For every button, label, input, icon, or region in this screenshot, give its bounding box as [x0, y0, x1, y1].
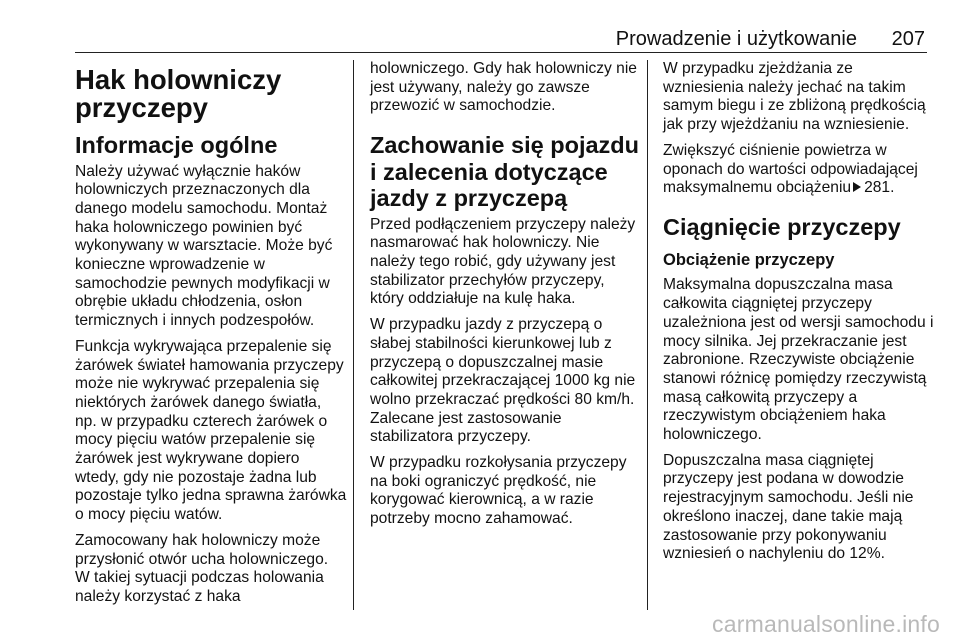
paragraph: Maksymalna dopuszczalna masa całkowita ciągniętej przyczepy uzależniona jest od wersji samochodu i mocy silnika. Jej przekraczanie jest zabronione. Rzeczywiste obciążenie stanowi różnicę pomiędzy rzeczywistą masą całkowitą przyczepy a rzeczywistym obciążeniem haka holowniczego. — [663, 276, 934, 444]
paragraph: W przypadku zjeżdżania ze wzniesienia należy jechać na takim samym biegu i ze zbliżoną prędkością jak przy wjeżdżaniu na wzniesienie. — [663, 60, 926, 134]
watermark: carmanualsonline.info — [712, 611, 940, 637]
column-divider-1 — [353, 60, 354, 610]
section-heading-zachowanie: Zachowanie się pojazdu i zalecenia dotyczące jazdy z przyczepą — [370, 132, 639, 212]
paragraph: Zamocowany hak holowniczy może przysłonić otwór ucha holowniczego. W takiej sytuacji podczas holowania należy korzystać z haka — [75, 531, 329, 605]
column-divider-2 — [647, 60, 648, 610]
column-3 — [663, 60, 935, 571]
header-title: Prowadzenie i użytkowanie — [615, 28, 857, 50]
paragraph: W przypadku rozkołysania przyczepy na boki ograniczyć prędkość, nie korygować kierownicą, a w razie potrzeby mocno zahamować. — [370, 454, 627, 528]
paragraph: Dopuszczalna masa ciągniętej przyczepy jest podana w dowodzie rejestracyjnym samochodu. Jeśli nie określono inaczej, dane takie mają zastosowanie przy pokonywaniu wzniesień o nachyleniu do 12%. — [663, 451, 914, 563]
page-number: 207 — [891, 28, 925, 50]
paragraph: holowniczego. Gdy hak holowniczy nie jest używany, należy go zawsze przewozić w samochodzie. — [370, 60, 637, 115]
column-2 — [370, 60, 642, 536]
section-heading-hak: Hak holowniczy przyczepy — [75, 64, 282, 123]
column-1 — [75, 60, 347, 614]
header-rule — [75, 52, 927, 53]
page-reference-arrow-icon — [853, 182, 861, 192]
section-heading-ciagniecie: Ciągnięcie przyczepy — [663, 213, 901, 240]
page-header — [75, 26, 927, 52]
paragraph-text: Zwiększyć ciśnienie powietrza w oponach do wartości odpowiadającej maksymalnemu obciążeniu — [663, 141, 918, 197]
paragraph: W przypadku jazdy z przyczepą o słabej stabilności kierunkowej lub z przyczepą o dopuszczalnej masie całkowitej przekraczającej 1000 kg nie wolno przekraczać prędkości 80 km/h. Zalecane jest zastosowanie stabilizatora przyczepy. — [370, 316, 636, 446]
paragraph: Należy używać wyłącznie haków holowniczych przeznaczonych dla danego modelu samochodu. Montaż haka holowniczego powinien być wykonywany w warsztacie. Może być konieczne wprowadzenie w samochodzie pewnych modyfikacji w obrębie układu chłodzenia, osłon termicznych i innych podzespołów. — [75, 162, 333, 330]
paragraph: Funkcja wykrywająca przepalenie się żarówek świateł hamowania przyczepy może nie wykrywać przepalenia się niektórych żarówek danego światła, np. w przypadku czterech żarówek o mocy pięciu watów przepalenie się żarówek jest wykrywane dopiero wtedy, gdy nie pozostaje żadna lub pozostaje tylko jedna sprawna żarówka o mocy pięciu watów. — [75, 337, 347, 524]
paragraph: Przed podłączeniem przyczepy należy nasmarować hak holowniczy. Nie należy tego robić, gdy używany jest stabilizator przechyłów przyczepy, który oddziałuje na kulę haka. — [370, 215, 636, 308]
subheading-obciazenie: Obciążenie przyczepy — [663, 251, 835, 270]
subheading-informacje: Informacje ogólne — [75, 132, 278, 158]
paragraph-with-reference — [663, 142, 935, 198]
page-reference-link[interactable]: 281. — [864, 179, 895, 197]
